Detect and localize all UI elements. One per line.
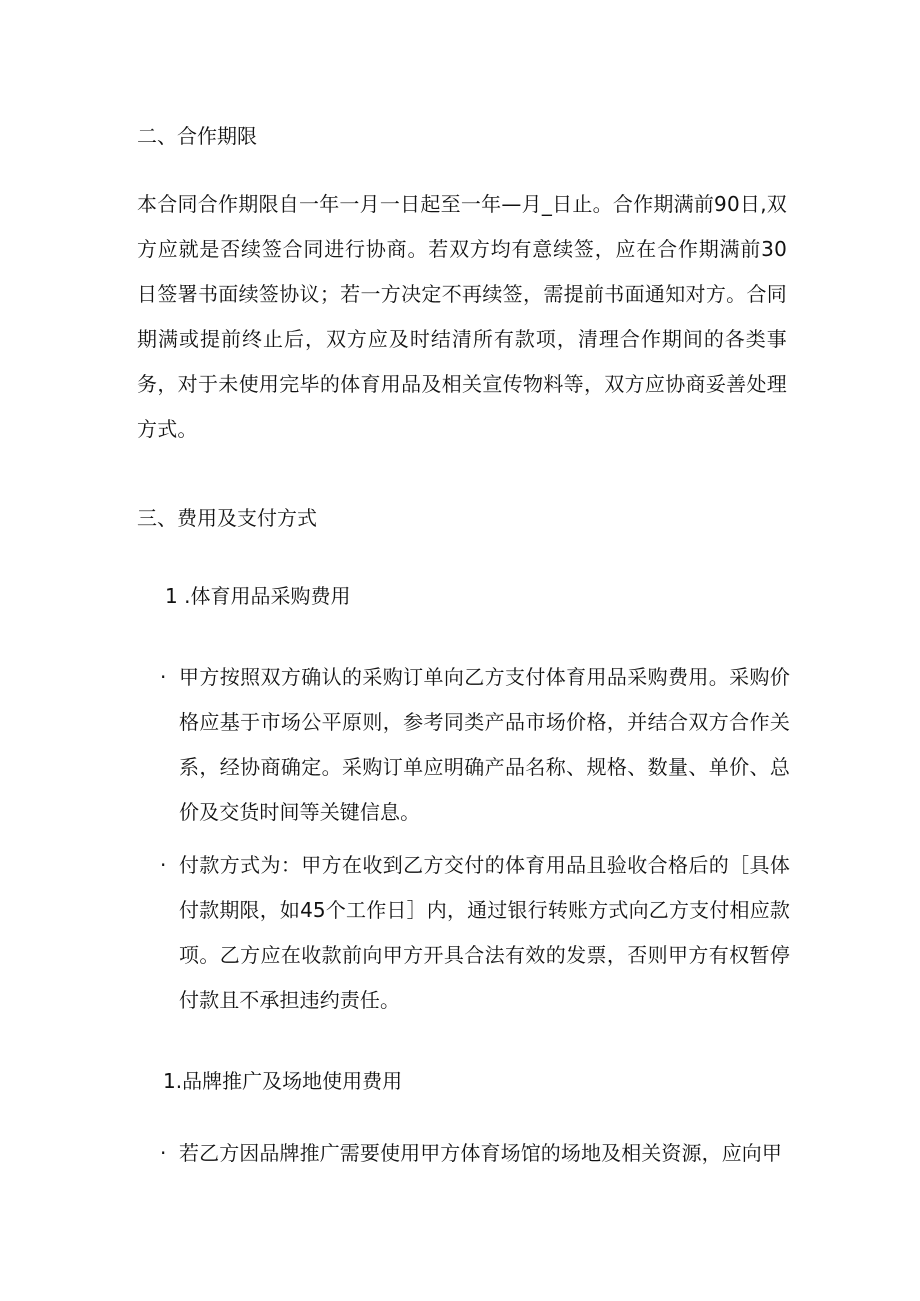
paragraph-term: 本合同合作期限自一年一月一日起至一年—月_日止。合作期满前90日,双方应就是否续签合同进行协商。若双方均有意续签，应在合作期满前30日签署书面续签协议；若一方决定不再续签，需提前书面通知对方。合同期满或提前终止后，双方应及时结清所有款项，清理合作期间的各类事务，对于未使用完毕的体育用品及相关宣传物料等，双方应协商妥善处理方式。 [137,192,787,441]
bullet-marker: · [160,853,167,877]
subheading-brand-venue-fees: 1.品牌推广及场地使用费用 [163,1069,403,1093]
list-item-text: 甲方按照双方确认的采购订单向乙方支付体育用品采购费用。采购价格应基于市场公平原则，参考同类产品市场价格，并结合双方合作关系，经协商确定。采购订单应明确产品名称、规格、数量、单价、总价及交货时间等关键信息。 [179,665,790,824]
bullet-marker: · [160,665,167,689]
bullet-marker: · [160,1141,167,1165]
list-item-text: 付款方式为：甲方在收到乙方交付的体育用品且验收合格后的［具体付款期限，如45个工作日］内，通过银行转账方式向乙方支付相应款项。乙方应在收款前向甲方开具合法有效的发票，否则甲方有权暂停付款且不承担违约责任。 [179,853,790,1012]
list-item-text: 若乙方因品牌推广需要使用甲方体育场馆的场地及相关资源，应向甲 [179,1141,782,1165]
subheading-purchase-fees: 1 .体育用品采购费用 [165,584,351,608]
list-item [160,1131,790,1176]
section-heading-fees: 三、费用及支付方式 [137,506,317,530]
section-heading-term: 二、合作期限 [137,124,257,148]
list-item [160,655,790,835]
list-item [160,843,790,1023]
